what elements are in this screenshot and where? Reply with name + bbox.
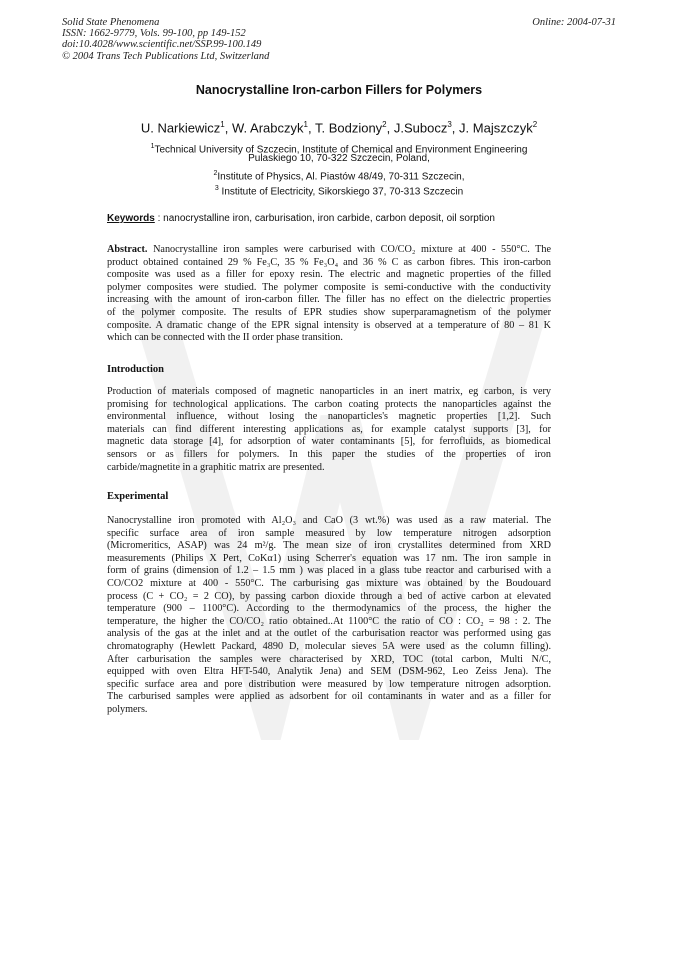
exp-line: Nanocrystalline iron promoted with Al₂O₃ and CaO (3 wt.%) was used as a raw material. The bbox=[107, 515, 551, 526]
section-heading-introduction: Introduction bbox=[107, 364, 164, 375]
online-date: Online: 2004-07-31 bbox=[532, 17, 616, 28]
author-name: W. Arabczyk bbox=[231, 120, 304, 136]
affiliation-3: $^3$ Institute of Electricity, Sikorskiego 37, 70-313 Szczecin bbox=[214, 185, 464, 198]
abstract-line: polymer composites were studied. The polymer composite is semi-conductive with the conductivity bbox=[107, 281, 551, 293]
keywords-label: Keywords bbox=[107, 213, 155, 224]
exp-line: process (C + CO₂ = 2 CO), by passing carbon dioxide through a bed of active carbon at elevated bbox=[107, 590, 551, 602]
section-heading-experimental: Experimental bbox=[107, 491, 169, 502]
intro-line: Production of materials composed of magnetic nanoparticles in an inert matrix, eg carbon, is very bbox=[107, 386, 551, 397]
author-affiliation-mark: 2 bbox=[382, 120, 387, 129]
abstract-line: of the polymer composite. The results of EPR studies show superparamagnetism of the polymer bbox=[107, 306, 551, 318]
introduction-body bbox=[107, 386, 551, 474]
abstract-line: composite. A dramatic change of the EPR signal intensity is observed at a temperature of 80 – 81 K bbox=[107, 319, 551, 331]
author-name: U. Narkiewicz bbox=[140, 120, 221, 136]
journal-copyright: © 2004 Trans Tech Publications Ltd, Switzerland bbox=[62, 50, 270, 62]
keywords-text: : nanocrystalline iron, carburisation, iron carbide, carbon deposit, oil sorption bbox=[154, 213, 495, 224]
exp-line: form of grains (dimension of 1.2 – 1.5 mm ) was placed in a glass tube reactor and carburised with a bbox=[107, 565, 551, 577]
author-name: J. Majszczyk bbox=[459, 120, 533, 136]
intro-line: sensors or as fillers for polymers. In this paper the studies of the properties of iron bbox=[107, 448, 551, 460]
author-affiliation-mark: 1 bbox=[220, 120, 225, 129]
abstract-line: which can be connected with the II order phase transition. bbox=[107, 332, 343, 344]
abstract-line: product obtained contained 29 % Fe₃C, 35 % Fe₃O₄ and 36 % C as carbon fibres. This iron-carbon bbox=[107, 256, 551, 268]
author-affiliation-mark: 3 bbox=[447, 120, 452, 129]
affiliation-1: $^1$Technical University of Szczecin, Institute of Chemical and Environment Engineering bbox=[150, 143, 528, 156]
intro-line: materials can find different interesting applications as, for example catalyst supports [3], for bbox=[107, 423, 551, 435]
intro-line: environmental influence, without losing the nanoparticles's magnetic properties [1,2]. Such bbox=[107, 411, 551, 423]
exp-line: The carburised samples were applied as adsorbent for oil contaminants in water and as a filler for bbox=[107, 691, 551, 703]
affiliation-1-address: Pulaskiego 10, 70-322 Szczecin, Poland, bbox=[248, 153, 430, 164]
intro-line: magnetic data storage [4], for adsorption of water contaminants [5], for ferrofluids, as biomedical bbox=[107, 436, 551, 448]
exp-line: analysis of the gas at the inlet and at the outlet of the carburisation reactor was performed using gas bbox=[107, 628, 551, 640]
exp-line: (Micromeritics, ASAP) was 24 m²/g. The mean size of iron crystallites determined from XRD bbox=[107, 540, 551, 552]
exp-line: chromatography (Hewlett Packard, 4890 D, molecular sieves 5A were used as the column filling). bbox=[107, 640, 551, 652]
intro-line: promising for technological applications. The carbon coating protects the nanoparticles against the bbox=[107, 398, 551, 410]
paper-title: Nanocrystalline Iron-carbon Fillers for Polymers bbox=[195, 83, 483, 97]
journal-issn: ISSN: 1662-9779, Vols. 99-100, pp 149-152 bbox=[62, 28, 246, 40]
abstract-line: increasing with the amount of iron-carbon filler. The filler has no effect on the dielectric properties bbox=[107, 294, 551, 306]
exp-line: After carburisation the samples were characterised by XRD, TOC (total carbon, Multi N/C, bbox=[107, 653, 551, 665]
exp-line: specific surface area and pore distribution were measured by low temperature nitrogen adsorption. bbox=[107, 678, 551, 690]
author-affiliation-mark: 2 bbox=[532, 120, 538, 129]
journal-header bbox=[62, 17, 269, 62]
journal-name: Solid State Phenomena bbox=[62, 17, 160, 28]
exp-line: measurements (Philips X Pert, CoKα1) using Scherrer's equation was 17 nm. The iron sample in bbox=[107, 552, 551, 564]
exp-line: specific surface area of iron sample measured by low temperature nitrogen adsorption bbox=[107, 527, 551, 539]
journal-doi: doi:10.4028/www.scientific.net/SSP.99-100.149 bbox=[62, 39, 262, 51]
abstract bbox=[107, 244, 551, 345]
exp-line: CO/CO2 mixture at 400 - 550°C. The carburising gas mixture was obtained by the Boudouard bbox=[107, 577, 551, 589]
abstract-label: Abstract. bbox=[107, 244, 148, 255]
abstract-line: composite was used as a filler for epoxy resin. The electric and magnetic properties of the filled bbox=[107, 269, 551, 281]
exp-line: equipped with oven Eltra HFT-540, Analytik Jena) and SEM (DSM-962, Leo Zeiss Jena). The bbox=[107, 666, 551, 678]
experimental-body bbox=[107, 515, 551, 717]
exp-line: temperature (900 – 1100°C). According to the thermodynamics of the process, the higher the bbox=[107, 603, 551, 615]
intro-line: carbide/magnetite in a graphitic matrix are presented. bbox=[107, 461, 325, 473]
author-affiliation-mark: 1 bbox=[303, 120, 308, 129]
exp-line: temperature, the higher the CO/CO₂ ratio obtained..At 1100°C the ratio of CO : CO₂ = 98 : 2. The bbox=[107, 615, 551, 627]
author-list: U. Narkiewicz$^1$, W. Arabczyk$^1$, T. Bodziony$^2$, J.Subocz$^3$, J. Majszczyk$^2$ bbox=[140, 120, 538, 136]
exp-line: polymers. bbox=[107, 703, 148, 715]
author-name: T. Bodziony bbox=[314, 120, 383, 136]
abstract-line: Abstract. Nanocrystalline iron samples were carburised with CO/CO₂ mixture at 400 - 550°C. The bbox=[107, 244, 551, 255]
affiliation-2: $^2$Institute of Physics, Al. Piastów 48/49, 70-311 Szczecin, bbox=[213, 170, 465, 183]
author-name: J.Subocz bbox=[393, 120, 448, 136]
keywords bbox=[107, 213, 495, 224]
